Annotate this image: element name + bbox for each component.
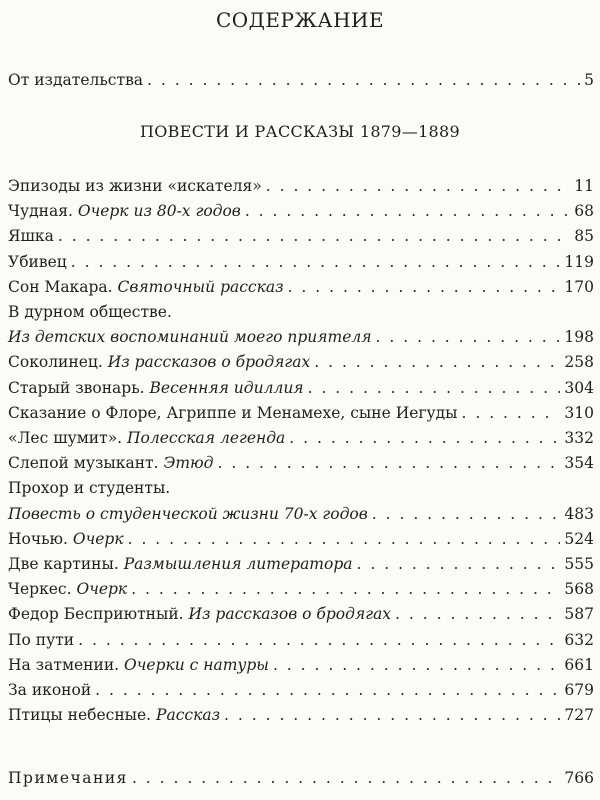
- toc-entry[interactable]: [8, 701, 594, 725]
- dot-leader: [147, 70, 580, 90]
- toc-entry[interactable]: [8, 197, 594, 221]
- entry-title: [8, 352, 310, 372]
- entry-main-title: Чудная.: [8, 202, 78, 220]
- entry-page-number: 170: [564, 278, 594, 296]
- entry-title: [8, 680, 91, 700]
- entry-page-number: 332: [564, 429, 594, 447]
- entry-main-title: Федор Бесприютный.: [8, 605, 189, 623]
- dot-leader: [289, 428, 560, 448]
- toc-entry[interactable]: [8, 248, 594, 272]
- dot-leader: [372, 504, 561, 524]
- entry-subtitle: Рассказ: [156, 706, 221, 724]
- dot-leader: [71, 252, 561, 272]
- entry-main-title: Соколинец.: [8, 353, 108, 371]
- toc-entry[interactable]: [8, 273, 594, 297]
- entry-main-title: Яшка: [8, 227, 54, 245]
- entry-page-number: 632: [564, 631, 594, 649]
- dot-leader: [224, 705, 560, 725]
- entry-main-title: За иконой: [8, 681, 92, 699]
- dot-leader: [245, 201, 570, 221]
- toc-entry[interactable]: [8, 424, 594, 448]
- toc-entry: [8, 474, 594, 498]
- toc-entry-preface[interactable]: [8, 66, 594, 90]
- entry-page-number: 766: [564, 769, 594, 787]
- entry-title: [8, 630, 74, 650]
- toc-entry[interactable]: [8, 525, 594, 549]
- entry-title: [8, 604, 391, 624]
- entry-title: [8, 252, 67, 272]
- toc-entry-notes[interactable]: [8, 764, 594, 788]
- entry-title: [8, 277, 284, 297]
- entry-title: [8, 403, 458, 423]
- toc-entry[interactable]: [8, 399, 594, 423]
- entry-title: От издательства: [8, 71, 144, 89]
- entry-main-title: Две картины.: [8, 555, 124, 573]
- entry-main-title: Старый звонарь.: [8, 379, 150, 397]
- entry-subtitle: Из рассказов о бродягах: [107, 353, 311, 371]
- dot-leader: [273, 655, 560, 675]
- entry-subtitle: Святочный рассказ: [117, 278, 284, 296]
- dot-leader: [462, 403, 561, 423]
- entry-subtitle: Из рассказов о бродягах: [188, 605, 392, 623]
- entry-title: Примечания: [8, 769, 128, 787]
- entry-page-number: 727: [564, 706, 594, 724]
- entry-title: [8, 201, 241, 221]
- toc-entry[interactable]: [8, 500, 594, 524]
- toc-entry[interactable]: [8, 374, 594, 398]
- entry-title: [8, 504, 368, 524]
- entry-title: [8, 226, 54, 246]
- dot-leader: [314, 352, 560, 372]
- section-title: ПОВЕСТИ И РАССКАЗЫ 1879—1889: [139, 122, 460, 141]
- dot-leader: [266, 176, 571, 196]
- toc-entry[interactable]: [8, 651, 594, 675]
- dot-leader: [132, 768, 560, 788]
- entry-title: [8, 176, 262, 196]
- entry-title: [8, 478, 170, 498]
- toc-entry[interactable]: [8, 348, 594, 372]
- entry-main-title: Убивец: [8, 253, 67, 271]
- entry-title: [8, 302, 172, 322]
- entry-page-number: 679: [564, 681, 594, 699]
- entry-subtitle: Очерк из 80-х годов: [77, 202, 241, 220]
- entry-page-number: 68: [574, 202, 594, 220]
- dot-leader: [131, 579, 560, 599]
- dot-leader: [218, 453, 561, 473]
- dot-leader: [128, 529, 561, 549]
- entry-main-title: Ночью.: [8, 530, 73, 548]
- entry-subtitle: Повесть о студенческой жизни 70-х годов: [8, 505, 368, 523]
- entry-page-number: 354: [564, 454, 594, 472]
- entry-title: [8, 705, 220, 725]
- entry-main-title: Черкес.: [8, 580, 77, 598]
- entry-main-title: Птицы небесные.: [8, 706, 157, 724]
- toc-entry[interactable]: [8, 222, 594, 246]
- entry-page-number: 661: [564, 656, 594, 674]
- dot-leader: [58, 226, 570, 246]
- entry-main-title: В дурном обществе.: [8, 303, 172, 321]
- entry-page-number: 524: [564, 530, 594, 548]
- entry-subtitle: Очерк: [72, 530, 124, 548]
- toc-entry[interactable]: [8, 626, 594, 650]
- entry-page-number: 198: [564, 328, 594, 346]
- entry-title: [8, 529, 124, 549]
- entry-title: [8, 428, 285, 448]
- entry-title: [8, 327, 372, 347]
- entry-page-number: 5: [584, 71, 594, 89]
- dot-leader: [395, 604, 560, 624]
- toc-entry[interactable]: [8, 575, 594, 599]
- entry-page-number: 11: [574, 177, 594, 195]
- dot-leader: [78, 630, 560, 650]
- entry-page-number: 483: [564, 505, 594, 523]
- dot-leader: [95, 680, 560, 700]
- entry-subtitle: Полесская легенда: [127, 429, 286, 447]
- entry-page-number: 310: [564, 404, 594, 422]
- dot-leader: [376, 327, 561, 347]
- entry-page-number: 568: [564, 580, 594, 598]
- entry-title: [8, 655, 269, 675]
- entry-title: [8, 579, 127, 599]
- entry-title: [8, 453, 214, 473]
- toc-entry[interactable]: [8, 323, 594, 347]
- toc-entry[interactable]: [8, 600, 594, 624]
- entry-title: [8, 554, 353, 574]
- entry-subtitle: Очерки с натуры: [124, 656, 269, 674]
- entry-main-title: На затмении.: [8, 656, 125, 674]
- dot-leader: [357, 554, 561, 574]
- entry-page-number: 85: [574, 227, 594, 245]
- entry-page-number: 587: [564, 605, 594, 623]
- page-title: СОДЕРЖАНИЕ: [215, 8, 385, 32]
- toc-entry[interactable]: [8, 172, 594, 196]
- toc-entry: [8, 298, 594, 322]
- entry-title: [8, 378, 304, 398]
- entry-main-title: Сон Макара.: [8, 278, 118, 296]
- entry-page-number: 555: [564, 555, 594, 573]
- toc-entry[interactable]: [8, 550, 594, 574]
- entry-subtitle: Весенняя идиллия: [149, 379, 304, 397]
- entry-main-title: Прохор и студенты.: [8, 479, 171, 497]
- dot-leader: [288, 277, 561, 297]
- entry-subtitle: Этюд: [163, 454, 214, 472]
- entry-subtitle: Размышления литератора: [123, 555, 353, 573]
- entry-main-title: По пути: [8, 631, 75, 649]
- entry-main-title: Сказание о Флоре, Агриппе и Менамехе, сыне Иегуды: [8, 404, 458, 422]
- entry-main-title: Слепой музыкант.: [8, 454, 164, 472]
- dot-leader: [308, 378, 561, 398]
- entry-main-title: Эпизоды из жизни «искателя»: [8, 177, 262, 195]
- toc-entry[interactable]: [8, 676, 594, 700]
- entry-page-number: 119: [564, 253, 594, 271]
- entry-subtitle: Очерк: [76, 580, 128, 598]
- entry-page-number: 304: [564, 379, 594, 397]
- entry-page-number: 258: [564, 353, 594, 371]
- entry-subtitle: Из детских воспоминаний моего приятеля: [8, 328, 372, 346]
- entry-main-title: «Лес шумит».: [8, 429, 128, 447]
- toc-entry[interactable]: [8, 449, 594, 473]
